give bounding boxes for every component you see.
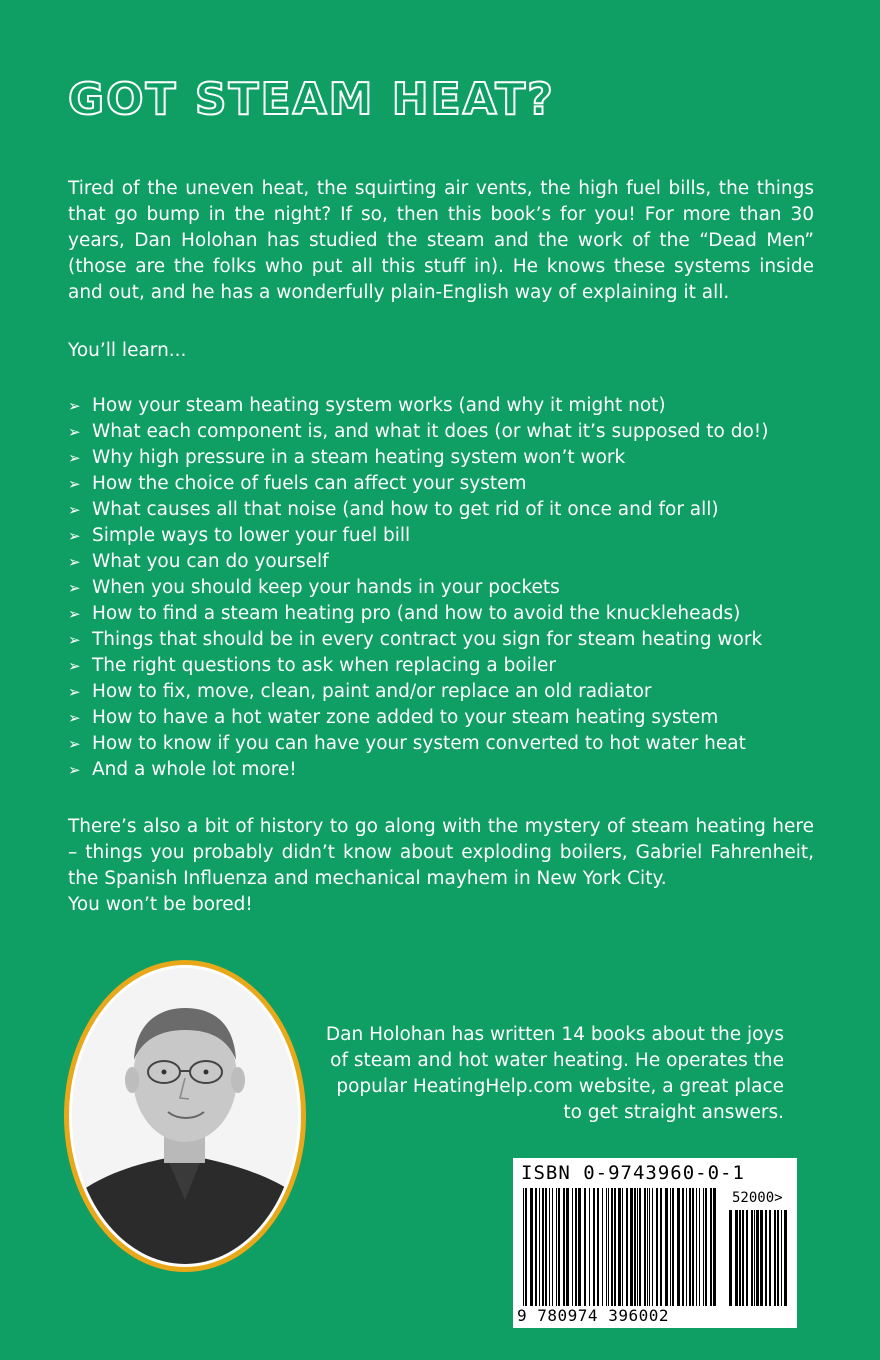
arrow-bullet-icon: ➢: [68, 657, 81, 675]
cover-title: GOT STEAM HEAT?: [68, 74, 555, 125]
list-item: ➢ How the choice of fuels can affect your system: [68, 471, 828, 497]
arrow-bullet-icon: ➢: [68, 475, 81, 493]
arrow-bullet-icon: ➢: [68, 397, 81, 415]
isbn-label: ISBN 0-9743960-0-1: [521, 1162, 745, 1184]
list-item: ➢ And a whole lot more!: [68, 757, 828, 783]
list-item: ➢ What each component is, and what it does (or what it’s supposed to do!): [68, 419, 828, 445]
arrow-bullet-icon: ➢: [68, 735, 81, 753]
arrow-bullet-icon: ➢: [68, 631, 81, 649]
history-paragraph: There’s also a bit of history to go along with the mystery of steam heating here – things you probably didn’t know about exploding boilers, Gabriel Fahrenheit, the Spanish Influenza and mechanical mayhem in New York City. You won’t be bored!: [68, 816, 814, 915]
isbn-barcode: [513, 1158, 797, 1328]
list-item: ➢ When you should keep your hands in your pockets: [68, 575, 828, 601]
arrow-bullet-icon: ➢: [68, 449, 81, 467]
price-code: 52000>: [732, 1190, 783, 1206]
arrow-bullet-icon: ➢: [68, 761, 81, 779]
author-bio: Dan Holohan has written 14 books about the joys of steam and hot water heating. He operates the popular HeatingHelp.com website, a great place to get straight answers.: [325, 1024, 784, 1123]
list-item: ➢ How to find a steam heating pro (and how to avoid the knuckleheads): [68, 601, 828, 627]
arrow-bullet-icon: ➢: [68, 553, 81, 571]
arrow-bullet-icon: ➢: [68, 683, 81, 701]
list-item: ➢ How to have a hot water zone added to your steam heating system: [68, 705, 828, 731]
arrow-bullet-icon: ➢: [68, 709, 81, 727]
author-photo: [69, 965, 301, 1267]
list-item: ➢ What causes all that noise (and how to get rid of it once and for all): [68, 497, 828, 523]
intro-paragraph: Tired of the uneven heat, the squirting air vents, the high fuel bills, the things that go bump in the night? If so, then this book’s for you! For more than 30 years, Dan Holohan has studied the steam and the work of the “Dead Men” (those are the folks who put all this stuff in). He knows these systems inside and out, and he has a wonderfully plain-English way of explaining it all.: [68, 178, 814, 303]
arrow-bullet-icon: ➢: [68, 605, 81, 623]
arrow-bullet-icon: ➢: [68, 527, 81, 545]
arrow-bullet-icon: ➢: [68, 423, 81, 441]
author-photo-illustration: [72, 968, 298, 1264]
list-item: ➢ How your steam heating system works (and why it might not): [68, 393, 828, 419]
learn-heading: You’ll learn...: [68, 340, 187, 361]
list-item: ➢ Things that should be in every contract you sign for steam heating work: [68, 627, 828, 653]
list-item: ➢ Simple ways to lower your fuel bill: [68, 523, 828, 549]
addon-barcode-bars: [729, 1210, 791, 1306]
list-item: ➢ How to fix, move, clean, paint and/or replace an old radiator: [68, 679, 828, 705]
author-portrait-frame: [64, 960, 306, 1272]
list-item: ➢ How to know if you can have your system converted to hot water heat: [68, 731, 828, 757]
arrow-bullet-icon: ➢: [68, 579, 81, 597]
learn-list: [68, 393, 828, 783]
arrow-bullet-icon: ➢: [68, 501, 81, 519]
ean-number: 9 780974 396002: [517, 1306, 669, 1325]
list-item: ➢ Why high pressure in a steam heating system won’t work: [68, 445, 828, 471]
list-item: ➢ The right questions to ask when replacing a boiler: [68, 653, 828, 679]
barcode-bars: [523, 1188, 719, 1306]
list-item: ➢ What you can do yourself: [68, 549, 828, 575]
